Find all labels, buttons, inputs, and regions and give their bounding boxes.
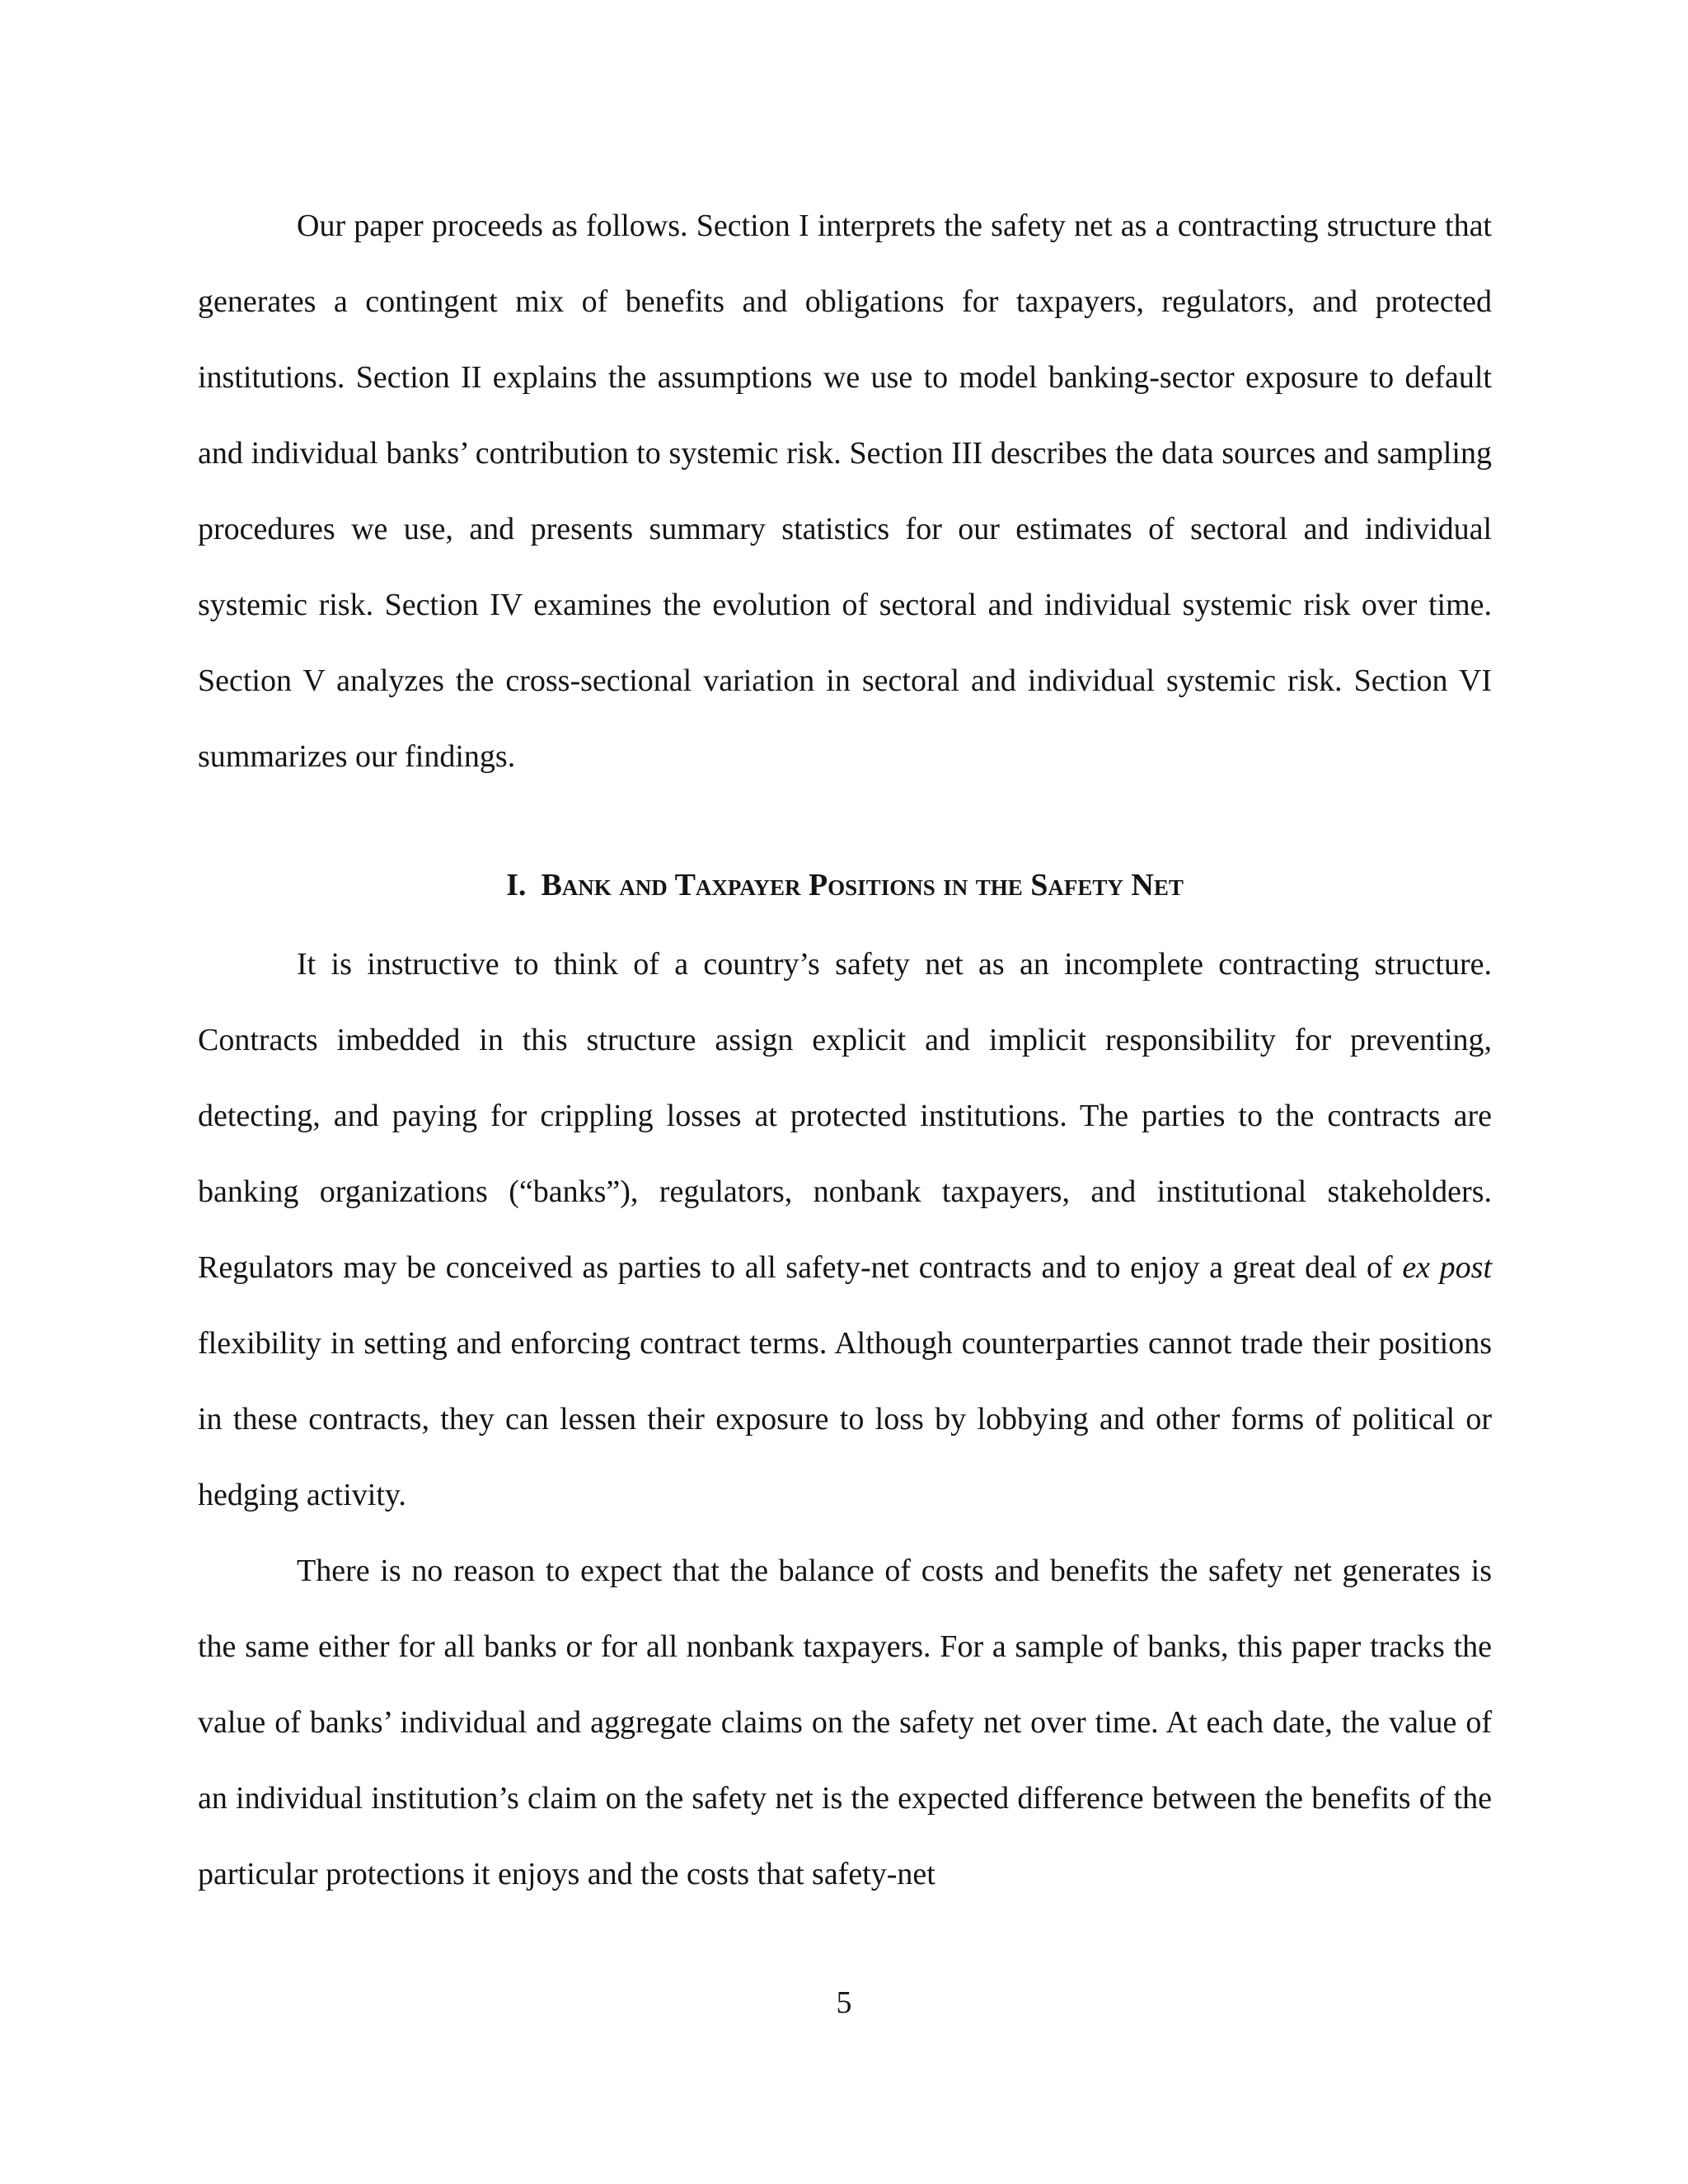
paragraph-text-continued: flexibility in setting and enforcing contract terms. Although counterparties cannot trade their positions in these contracts, they can lessen their exposure to loss by lobbying and other forms of political or hedging activity. xyxy=(198,1326,1492,1512)
paper-page xyxy=(198,188,1492,1912)
page-number: 5 xyxy=(836,1985,852,2020)
section-paragraph-2: There is no reason to expect that the balance of costs and benefits the safety net generates is the same either for all banks or for all nonbank taxpayers. For a sample of banks, this paper tracks the value of banks’ individual and aggregate claims on the safety net over time. At each date, the value of an individual institution’s claim on the safety net is the expected difference between the benefits of the particular protections it enjoys and the costs that safety-net xyxy=(198,1554,1492,1891)
italic-phrase: ex post xyxy=(1402,1250,1492,1285)
section-heading xyxy=(198,860,1492,913)
intro-paragraph: Our paper proceeds as follows. Section I interprets the safety net as a contracting structure that generates a contingent mix of benefits and obligations for taxpayers, regulators, and protected institutions. Section II explains the assumptions we use to model banking-sector exposure to default and individual banks’ contribution to systemic risk. Section III describes the data sources and sampling procedures we use, and presents summary statistics for our estimates of sectoral and individual systemic risk. Section IV examines the evolution of sectoral and individual systemic risk over time. Section V analyzes the cross-sectional variation in sectoral and individual systemic risk. Section VI summarizes our findings. xyxy=(198,209,1492,774)
section-number: I. xyxy=(506,868,527,902)
paragraph-text: It is instructive to think of a country’s safety net as an incomplete contracting structure. Contracts imbedded in this structure assign explicit and implicit responsibility for preventing, detecting, and paying for crippling losses at protected institutions. The parties to the contracts are banking organizations (“banks”), regulators, nonbank taxpayers, and institutional stakeholders. Regulators may be conceived as parties to all safety-net contracts and to enjoy a great deal of xyxy=(198,947,1492,1285)
section-paragraph-1 xyxy=(198,926,1492,1533)
section-title: Bank and Taxpayer Positions in the Safety Net xyxy=(541,868,1184,902)
